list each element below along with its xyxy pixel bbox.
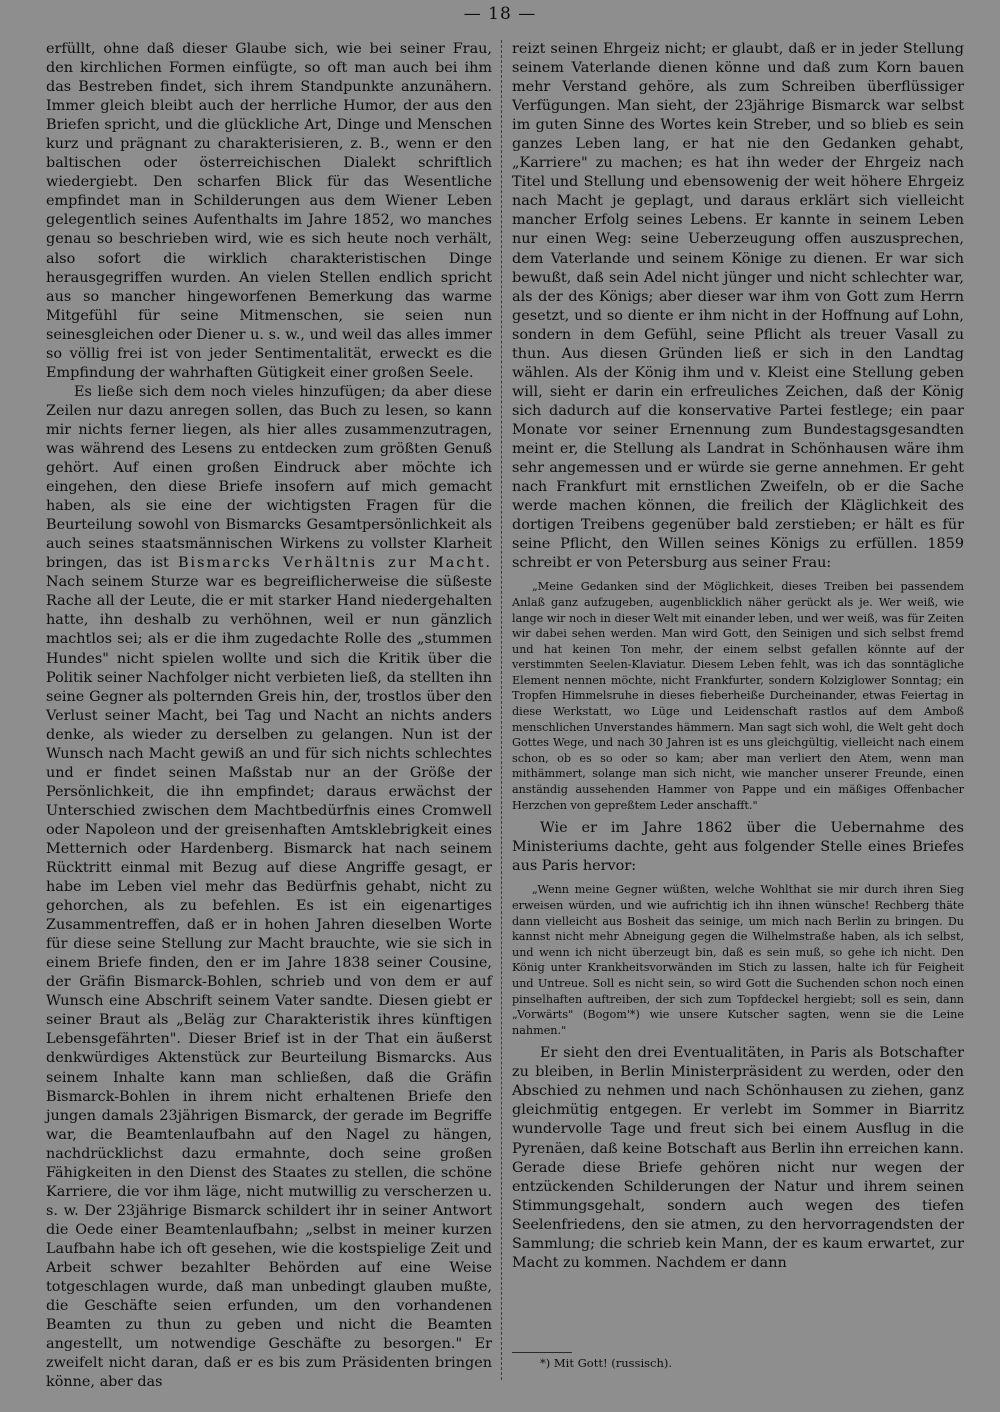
left-paragraph-2: [46, 383, 492, 1392]
right-paragraph-1: reizt seinen Ehrgeiz nicht; er glaubt, daß er in jeder Stellung seinem Vaterlande dienen könne und daß zum Korn bauen mehr Verstand gehöre, als zum Schreiben überflüssiger Verfügungen. Man sieht, der 23jährige Bismarck war selbst im guten Sinne des Wortes kein Streber, und so blieb es sein ganzes Leben lang, er hat nie den Gedanken gehabt, „Karriere" zu machen; es hat ihn weder der Ehrgeiz nach Titel und Stellung und ebensowenig der weit höhere Ehrgeiz nach Macht je geplagt, und daraus erklärt sich vielleicht mancher Erfolg seines Lebens. Er kannte in seinem Leben nur einen Weg: seine Ueberzeugung offen auszusprechen, dem Vaterlande und seinem Könige zu dienen. Er war sich bewußt, daß sein Adel nicht jünger und nicht schlechter war, als der des Königs; aber dieser war ihm von Gott zum Herrn gesetzt, und so diente er ihm nicht in der Hoffnung auf Lohn, sondern in dem Gefühl, seine Pflicht als treuer Vasall zu thun. Aus diesen Gründen ließ er sich in den Landtag wählen. Als der König ihm und v. Kleist eine Stellung geben will, sieht er darin ein erfreuliches Zeichen, daß der König sich dadurch auf die konservative Partei festlege; ein paar Monate vor seiner Ernennung zum Bundestagsgesandten meint er, die Stellung als Landrat in Schönhausen wäre ihm sehr angemessen und er würde sie gerne annehmen. Er geht nach Frankfurt mit ernstlichen Zweifeln, ob er die Sache werde machen können, die freilich der Kläglichkeit des dortigen Treibens gegenüber bald zerstieben; er hält es für seine Pflicht, den Willen seines Königs zu erfüllen. 1859 schreibt er von Petersburg aus seiner Frau:: [512, 41, 964, 572]
left-paragraph-2-start: Es ließe sich dem noch vieles hinzufügen; da aber diese Zeilen nur dazu anregen sollen, das Buch zu lesen, so kann mir nichts ferner liegen, als hier alles zusammenzutragen, was während des Lesens zu entdecken zum größten Genuß gehört. Auf einen großen Eindruck aber möchte ich eingehen, den diese Briefe insofern auf mich gemacht haben, als sie eine der wichtigsten Fragen für die Beurteilung sowohl von Bismarcks Gesamtpersönlichkeit als auch seines staatsmännischen Wirkens zu vollster Klarheit bringen, das ist: [46, 383, 492, 572]
left-paragraph-2-end: Nach seinem Sturze war es begreiflicherweise die süßeste Rache all der Leute, die er mit starker Hand niedergehalten hatte, ihn deshalb zu verhöhnen, weil er nun gänzlich machtlos sei; als er die ihm zugedachte Rolle des „stummen Hundes" nicht spielen wollte und sich die Kritik über die Politik seiner Nachfolger nicht verbieten ließ, da stellten ihn seine Gegner als polternden Greis hin, der, trostlos über den Verlust seiner Macht, bei Tag und Nacht an nichts anders denke, als wieder zu derselben zu gelangen. Nun ist der Wunsch nach Macht gewiß an und für sich nichts schlechtes und er findet seinen Maßstab nur an der Größe der Persönlichkeit, die ihn empfindet; daraus erwächst der Unterschied zwischen dem Machtbedürfnis eines Cromwell oder Napoleon und der greisenhaften Amtsklebrigkeit eines Metternich oder Hardenberg. Bismarck hat nach seinem Rücktritt einmal mit Bezug auf diese Angriffe gesagt, er habe im Leben viel mehr das Bedürfnis gehabt, nicht zu gehorchen, als zu befehlen. Es ist ein eigenartiges Zusammentreffen, daß er in hohen Jahren dieselben Worte für diese seine Stellung zur Macht brauchte, wie sie sich in einem Briefe finden, den er im Jahre 1838 seiner Cousine, der Gräfin Bismarck-Bohlen, schrieb und von dem er auf Wunsch eine Abschrift seinem Vater sandte. Diesen giebt er seiner Braut als „Beläg zur Charakteristik ihres künftigen Lebensgefährten". Dieser Brief ist in der That ein äußerst denkwürdiges Aktenstück zur Beurteilung Bismarcks. Aus seinem Inhalte kann man schließen, daß die Gräfin Bismarck-Bohlen in ihrem nicht erhaltenen Briefe den jungen damals 23jährigen Bismarck, der gerade im Begriffe war, die Beamtenlaufbahn auf den Nagel zu hängen, nachdrücklichst dazu ermahnte, doch seine großen Fähigkeiten in den Dienst des Staates zu stellen, die schöne Karriere, die vor ihm läge, nicht mutwillig zu verscherzen u. s. w. Der 23jährige Bismarck schildert ihr in seiner Antwort die Oede einer Beamtenlaufbahn; „selbst in meiner kurzen Laufbahn habe ich oft gesehen, wie die kostspielige Zeit und Arbeit schwer bezahlter Behörden auf eine Weise totgeschlagen wurde, daß man unbedingt glauben mußte, die Geschäfte seien erfunden, um den vorhandenen Beamten zu thun zu geben und nicht die Beamten angestellt, um notwendige Geschäfte zu besorgen." Er zweifelt nicht daran, daß er es bis zum Präsidenten bringen könne, aber das: [46, 574, 492, 1391]
right-paragraph-2: Wie er im Jahre 1862 über die Uebernahme des Ministeriums dachte, geht aus folgender Stelle eines Briefes aus Paris hervor:: [512, 820, 964, 875]
left-paragraph-1: erfüllt, ohne daß dieser Glaube sich, wie bei seiner Frau, den kirchlichen Formen einfügte, so oft man auch bei ihm das Bestreben findet, sich ihrem Standpunkte anzunähern. Immer gleich bleibt auch der herrliche Humor, der aus den Briefen spricht, und die glückliche Art, Dinge und Menschen kurz und prägnant zu charakterisieren, z. B., wenn er den baltischen oder österreichischen Dialekt schriftlich wiedergiebt. Den scharfen Blick für das Wesentliche empfindet man in Schilderungen aus dem Wiener Leben gelegentlich seines Aufenthalts im Jahre 1852, wo manches genau so beschrieben wird, wie es sich heute noch verhält, also sofort die wirklich charakteristischen Dinge herausgegriffen wurden. An vielen Stellen endlich spricht aus so mancher hingeworfenen Bemerkung das warme Mitgefühl für seine Mitmenschen, sie seien nun seinesgleichen oder Diener u. s. w., und weil das alles immer so völlig frei ist von jeder Sentimentalität, erweckt es die Empfindung der wahrhaften Gütigkeit einer großen Seele.: [46, 41, 492, 381]
right-column: [512, 40, 964, 1273]
letter-quote-2: „Wenn meine Gegner wüßten, welche Wohlthat sie mir durch ihren Sieg erweisen würden, und wie aufrichtig ich ihn ihnen wünsche! Rechberg thäte dann vielleicht aus Bosheit das seinige, um mich nach Berlin zu bringen. Du kannst nicht mehr Abneigung gegen die Wilhelmstraße haben, als ich selbst, und wenn ich nicht überzeugt bin, daß es sein muß, so gehe ich nicht. Den König unter Krankheitsvorwänden im Stich zu lassen, halte ich für Feigheit und Untreue. Soll es nicht sein, so wird Gott die Suchenden schon noch einen pinselhaften auftreiben, der sich zum Topfdeckel hergiebt; soll es sein, dann „Vorwärts" (Bogom'*) wie unsere Kutscher sagten, wenn sie die Leine nahmen.": [512, 883, 964, 1037]
footnote-divider: [512, 1352, 572, 1353]
column-divider: [501, 40, 502, 1380]
right-paragraph-3: Er sieht den drei Eventualitäten, in Paris als Botschafter zu bleiben, in Berlin Ministerpräsident zu werden, oder den Abschied zu nehmen und nach Schönhausen zu ziehen, ganz gleichmütig entgegen. Er verlebt im Sommer in Biarritz wundervolle Tage und freut sich bei einem Ausflug in die Pyrenäen, daß keine Botschaft aus Berlin ihn erreichen kann. Gerade diese Briefe gehören nicht nur wegen der entzückenden Schilderungen der Natur und ihrem seinen Stimmungsgehalt, sondern auch wegen des tiefen Seelenfriedens, den sie atmen, zu den hervorragendsten der Sammlung; die schrieb kein Mann, der es kaum erwartet, zur Macht zu kommen. Nachdem er dann: [512, 1045, 964, 1271]
emphasized-phrase: Bismarcks Verhältnis zur Macht.: [177, 555, 492, 572]
left-column: [46, 40, 492, 1392]
footnote: *) Mit Gott! (russisch).: [540, 1356, 673, 1370]
page-number: — 18 —: [463, 4, 537, 24]
letter-quote-1: „Meine Gedanken sind der Möglichkeit, dieses Treiben bei passendem Anlaß ganz aufzugeben, augenblicklich näher gerückt als je. Wer weiß, wie lange wir noch in dieser Welt mit einander leben, und wer weiß, was für Zeiten wir dabei sehen werden. Man wird Gott, den Seinigen und sich selbst fremd und hat keinen Ton mehr, der einem selbst gefallen könnte auf der verstimmten Seelen-Klaviatur. Diesem Leben fehlt, was ich das sonntägliche Element nennen möchte, nicht Frankfurter, sondern Kolziglower Sonntag; ein Tropfen Himmelsruhe in dieses fieberheiße Durcheinander, etwas Feiertag in diese Werkstatt, wo Lüge und Leidenschaft rastlos auf dem Amboß menschlichen Unverstandes hämmern. Man sagt sich wohl, die Welt geht doch Gottes Wege, und nach 30 Jahren ist es uns gleichgültig, vielleicht nach einem schon, ob es so oder so kam; aber man verliert den Atem, wenn man mithämmert, solange man sich nicht, wie mancher unserer Freunde, einen anständig aussehenden Hammer von Pappe und ein mäßiges Offenbacher Herzchen von gepreßtem Leder anschafft.": [512, 580, 964, 812]
